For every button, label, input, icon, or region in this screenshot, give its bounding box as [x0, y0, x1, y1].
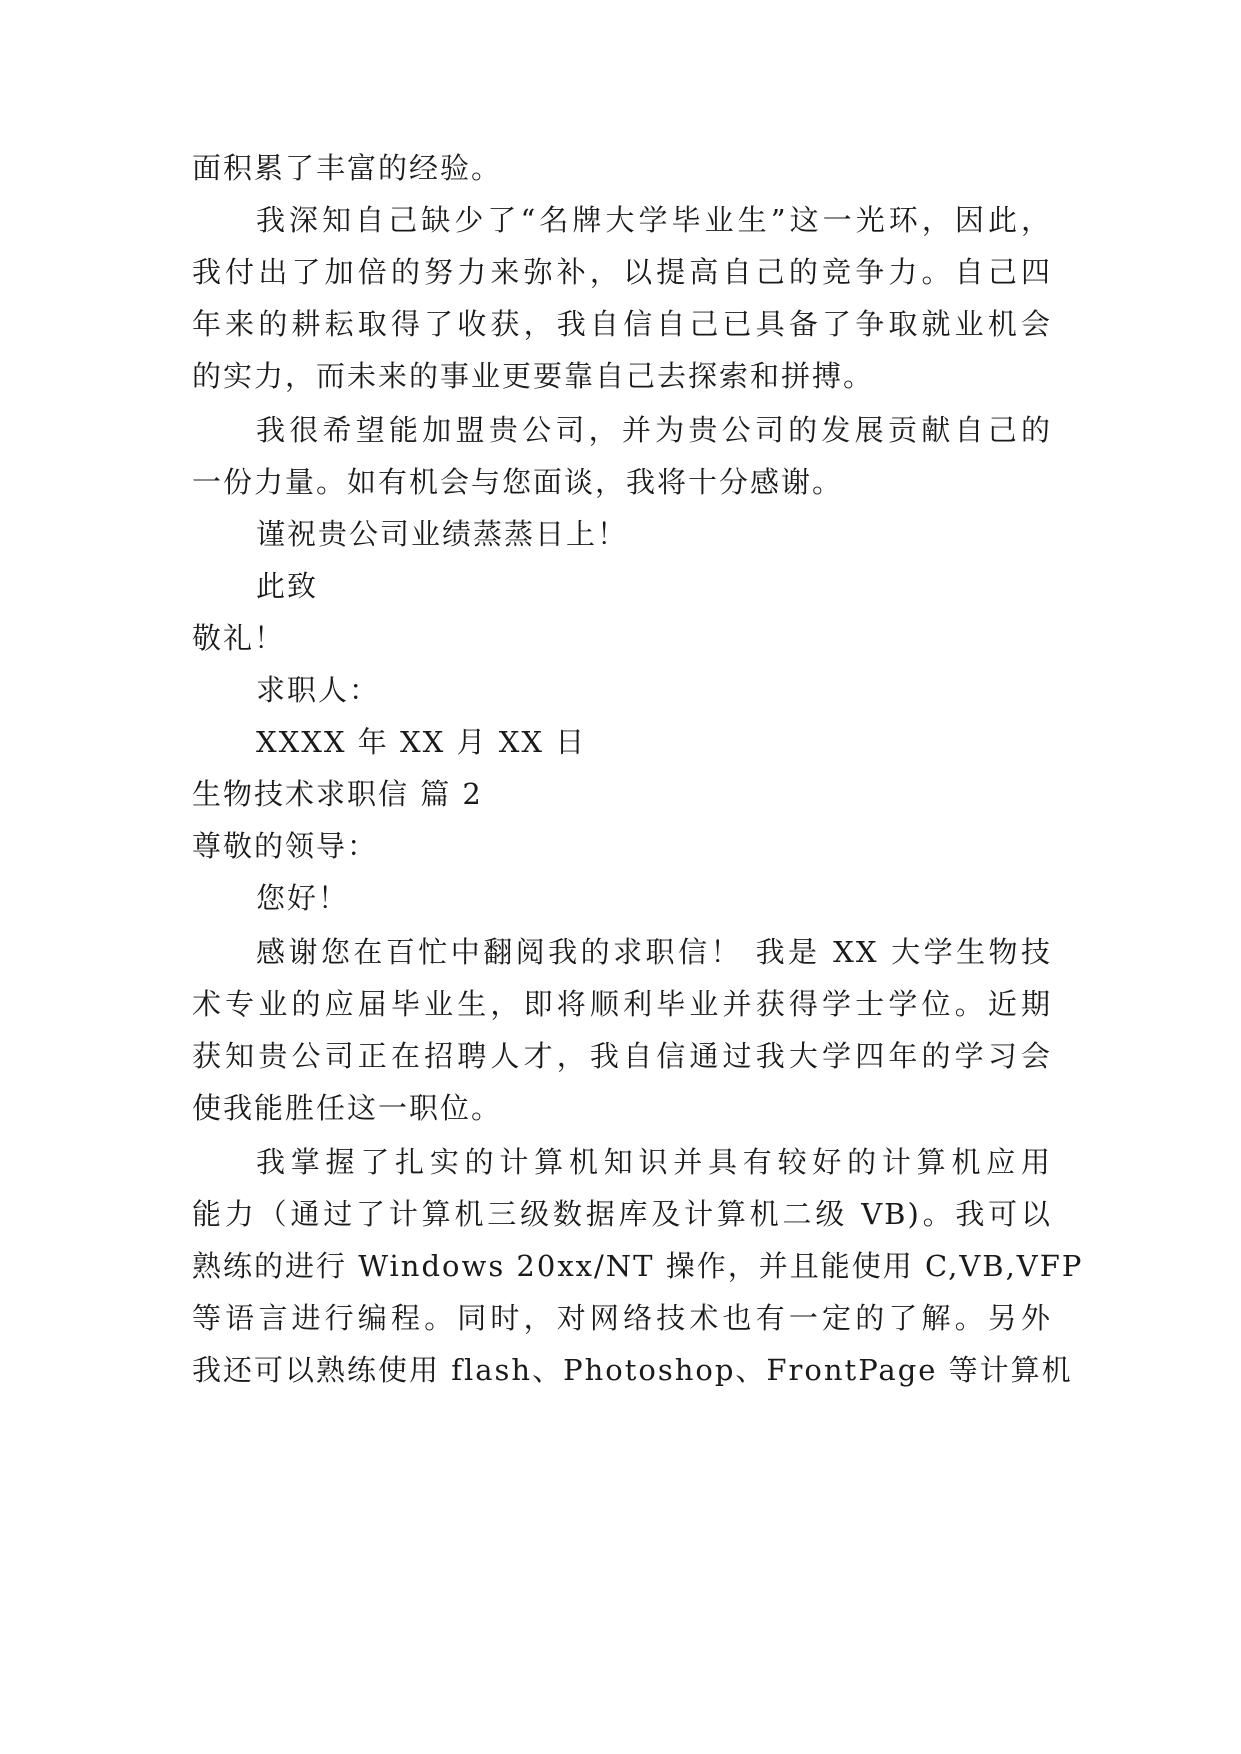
text-line: 等语言进行编程。同时，对网络技术也有一定的了解。另外: [192, 1301, 1052, 1335]
signature-label: 求职人：: [256, 673, 381, 707]
greeting-hello: 您好！: [256, 881, 350, 915]
text-line: 面积累了丰富的经验。: [192, 151, 503, 185]
text-line: 我付出了加倍的努力来弥补，以提高自己的竞争力。自己四: [192, 255, 1052, 289]
text-line: 术专业的应届毕业生，即将顺利毕业并获得学士学位。近期: [192, 987, 1052, 1021]
closing-wish: 谨祝贵公司业绩蒸蒸日上！: [256, 517, 629, 551]
text-line: 我掌握了扎实的计算机知识并具有较好的计算机应用: [256, 1145, 1052, 1179]
greeting-line: 尊敬的领导：: [192, 829, 379, 863]
text-line: 年来的耕耘取得了收获，我自信自己已具备了争取就业机会: [192, 307, 1052, 341]
text-line: 熟练的进行 Windows 20xx/NT 操作，并且能使用 C,VB,VFP: [192, 1249, 1084, 1283]
section-heading: 生物技术求职信 篇 2: [192, 777, 483, 811]
text-line: 我很希望能加盟贵公司，并为贵公司的发展贡献自己的: [256, 413, 1052, 447]
text-line: 能力（通过了计算机三级数据库及计算机二级 VB)。我可以: [192, 1197, 1052, 1231]
closing-regards: 敬礼！: [192, 621, 286, 655]
text-line: 使我能胜任这一职位。: [192, 1091, 503, 1125]
date-line: XXXX 年 XX 月 XX 日: [256, 725, 587, 759]
text-line: 我还可以熟练使用 flash、Photoshop、FrontPage 等计算机: [192, 1353, 1073, 1387]
text-line: 感谢您在百忙中翻阅我的求职信！ 我是 XX 大学生物技: [256, 935, 1052, 969]
text-line: 的实力，而未来的事业更要靠自己去探索和拼搏。: [192, 359, 875, 393]
text-line: 获知贵公司正在招聘人才，我自信通过我大学四年的学习会: [192, 1039, 1052, 1073]
closing-salutation: 此致: [256, 569, 319, 603]
text-line: 一份力量。如有机会与您面谈，我将十分感谢。: [192, 465, 844, 499]
text-line: 我深知自己缺少了“名牌大学毕业生”这一光环，因此，: [256, 203, 1052, 237]
